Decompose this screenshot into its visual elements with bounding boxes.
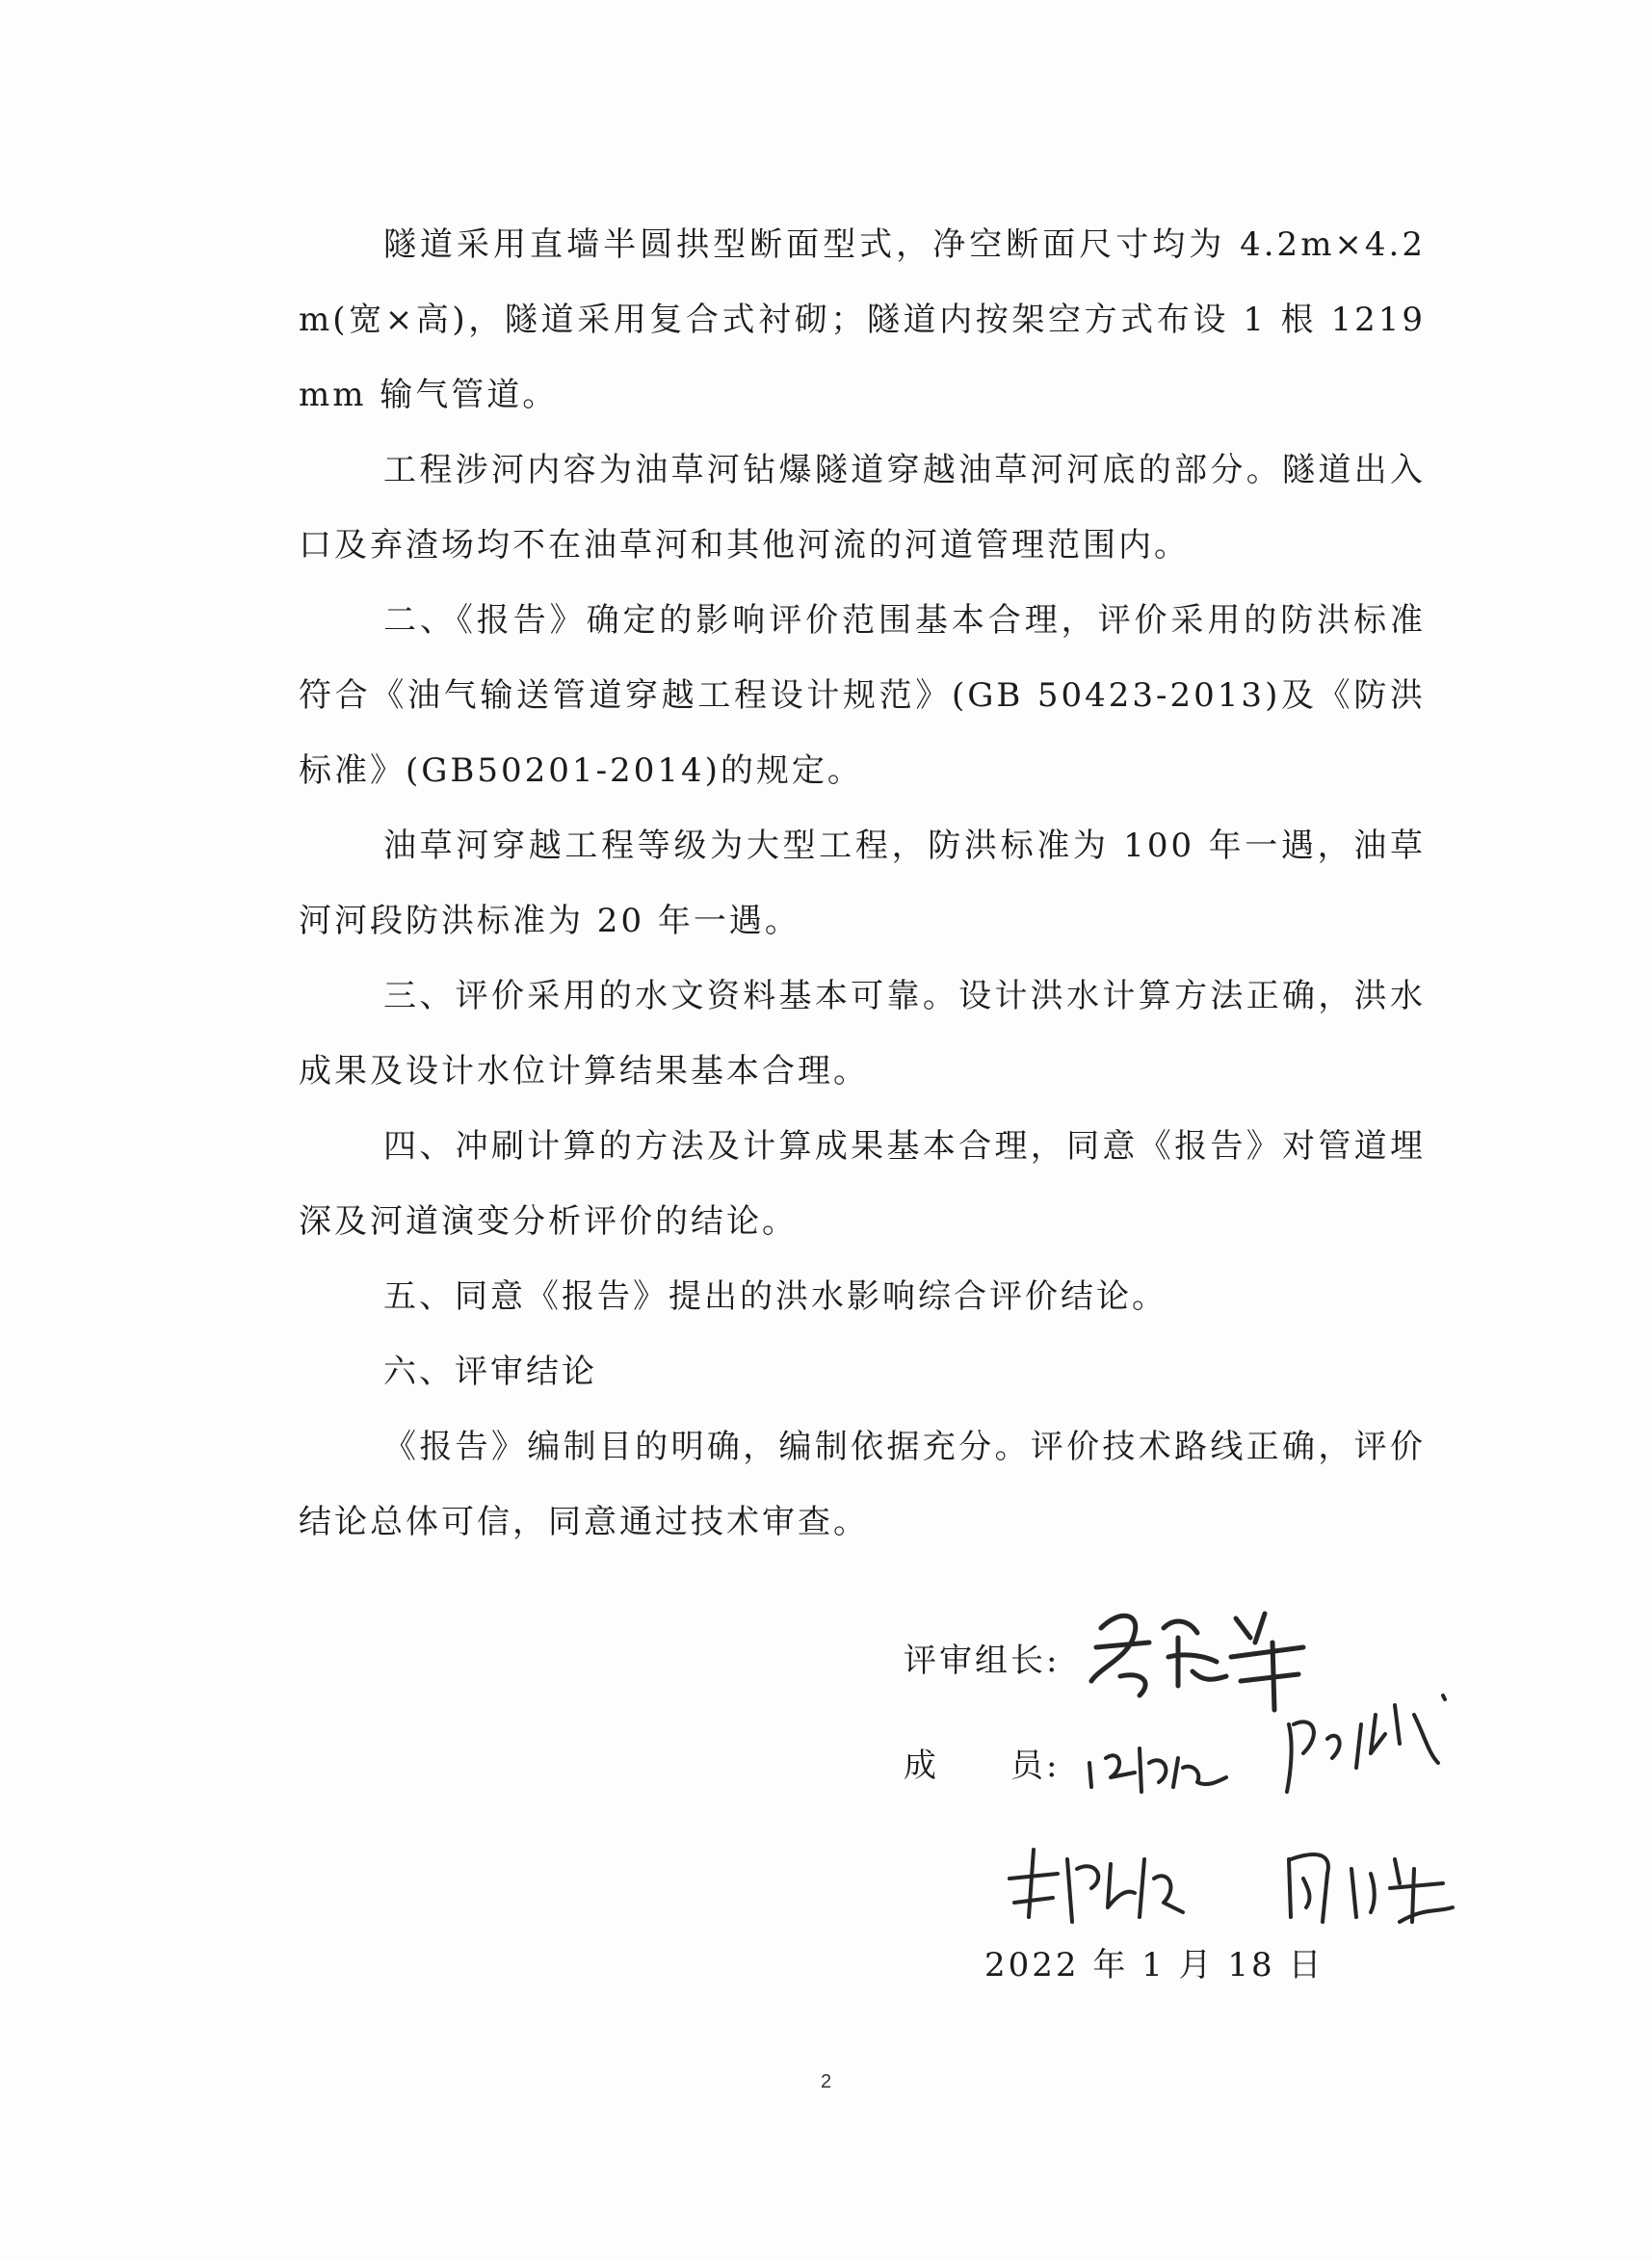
section-heading-conclusion: 六、评审结论 <box>383 1353 597 1391</box>
paragraph-river-scope: 工程涉河内容为油草河钻爆隧道穿越油草河河底的部分。隧道出入口及弃渣场均不在油草河和其他河流的河道管理范围内。 <box>299 451 1426 565</box>
member-signature-3 <box>1000 1830 1193 1936</box>
paragraph-impact-conclusion: 五、同意《报告》提出的洪水影响综合评价结论。 <box>383 1277 1167 1316</box>
member-signature-2 <box>1279 1686 1453 1811</box>
member-signature-1 <box>1082 1729 1236 1806</box>
leader-label: 评审组长: <box>904 1642 1061 1680</box>
paragraph-tunnel-section: 隧道采用直墙半圆拱型断面型式，净空断面尺寸均为 4.2m×4.2m(宽×高)，隧道采用复合式衬砌；隧道内按架空方式布设 1 根 1219mm 输气管道。 <box>299 225 1426 414</box>
member-signature-4 <box>1279 1830 1472 1936</box>
review-opinion-body <box>299 207 1426 1560</box>
paragraph-evaluation-range: 二、《报告》确定的影响评价范围基本合理，评价采用的防洪标准符合《油气输送管道穿越工程设计规范》(GB 50423-2013)及《防洪标准》(GB50201-2014)的规定。 <box>299 601 1426 790</box>
leader-signature <box>1082 1590 1313 1715</box>
paragraph-review-conclusion: 《报告》编制目的明确，编制依据充分。评价技术路线正确，评价结论总体可信，同意通过技术审查。 <box>299 1428 1426 1541</box>
members-label: 成 员: <box>904 1747 1061 1785</box>
paragraph-flood-standard: 油草河穿越工程等级为大型工程，防洪标准为 100 年一遇，油草河河段防洪标准为 20 年一遇。 <box>299 827 1426 940</box>
page-number: 2 <box>820 2071 832 2092</box>
signature-block <box>904 1590 1501 1994</box>
paragraph-scour: 四、冲刷计算的方法及计算成果基本合理，同意《报告》对管道埋深及河道演变分析评价的结论。 <box>299 1127 1426 1241</box>
signing-date: 2022 年 1 月 18 日 <box>984 1946 1324 1984</box>
paragraph-hydrology: 三、评价采用的水文资料基本可靠。设计洪水计算方法正确，洪水成果及设计水位计算结果基本合理。 <box>299 977 1426 1091</box>
